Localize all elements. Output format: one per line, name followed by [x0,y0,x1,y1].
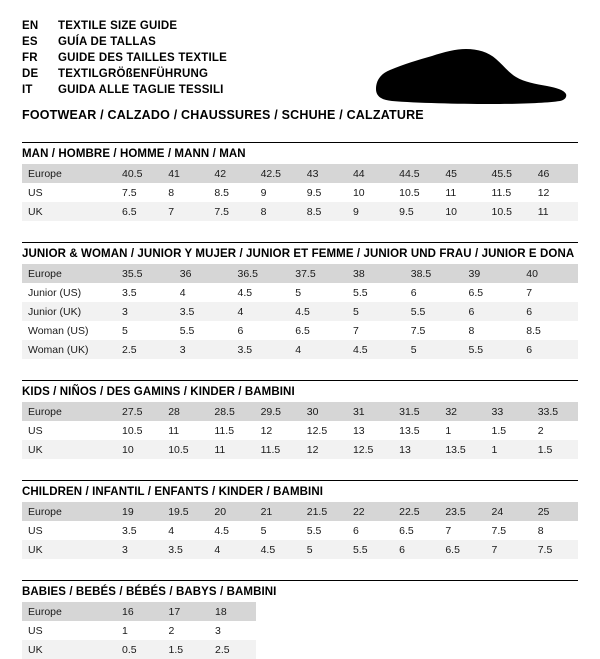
size-cell: 5 [122,324,128,337]
language-code: IT [22,84,33,96]
size-cell: 20 [208,502,254,521]
table-row [22,321,578,340]
size-cell: 42.5 [255,164,301,183]
size-cell: 10.5 [399,186,420,199]
size-cell: 10 [116,440,162,459]
size-cell: 4 [289,340,347,359]
size-cell: 13.5 [399,424,420,437]
size-cell: 44.5 [393,164,439,183]
size-cell: 4.5 [289,302,347,321]
size-cell: 18 [209,602,256,621]
section-title: BABIES / BEBÉS / BÉBÉS / BABYS / BAMBINI [22,586,277,598]
size-cell: 6.5 [295,324,310,337]
row-label: US [28,624,43,637]
size-cell: 3.5 [122,524,137,537]
size-section [22,480,578,559]
language-code: DE [22,68,39,80]
row-label: UK [22,202,116,221]
section-divider [22,480,578,481]
language-title: GUIDE DES TAILLES TEXTILE [58,52,227,64]
size-cell: 5.5 [306,524,322,537]
size-cell: 12 [301,440,347,459]
row-label: US [28,524,43,537]
size-cell: 32 [439,402,485,421]
row-label: UK [22,640,116,659]
size-cell: 0.5 [116,640,163,659]
size-cell: 6.5 [468,286,484,299]
size-cell: 41 [162,164,208,183]
table-row [22,640,256,659]
size-cell: 30 [301,402,347,421]
size-cell: 3.5 [232,340,290,359]
size-cell: 24 [486,502,532,521]
size-cell: 13 [352,424,365,437]
size-cell: 5 [260,524,267,537]
size-cell: 11 [208,440,254,459]
size-cell: 9.5 [393,202,439,221]
table-row [22,602,256,621]
language-row [22,82,227,98]
size-cell: 8 [468,324,475,337]
size-sections [22,142,578,659]
size-cell: 43 [301,164,347,183]
row-label: Woman (UK) [22,340,116,359]
size-cell: 7.5 [410,324,426,337]
document-header [22,18,578,122]
size-cell: 21 [255,502,301,521]
size-cell: 16 [116,602,163,621]
size-cell: 2.5 [209,640,256,659]
size-cell: 12.5 [347,440,393,459]
language-title: GUÍA DE TALLAS [58,36,156,48]
size-cell: 35.5 [116,264,174,283]
row-label: Europe [22,502,116,521]
size-cell: 3 [116,302,174,321]
size-cell: 4 [208,540,254,559]
language-row [22,66,227,82]
size-cell: 31 [347,402,393,421]
size-cell: 2.5 [116,340,174,359]
size-cell: 36.5 [232,264,290,283]
size-cell: 12 [537,186,550,199]
size-cell: 12.5 [306,424,328,437]
size-cell: 6 [410,286,417,299]
row-label: Junior (US) [28,286,82,299]
size-cell: 7.5 [491,524,507,537]
size-cell: 12 [260,424,273,437]
size-cell: 42 [208,164,254,183]
table-row [22,202,578,221]
size-cell: 6.5 [399,524,414,537]
size-cell: 5.5 [405,302,463,321]
size-cell: 1 [122,624,128,637]
size-cell: 8.5 [526,324,541,337]
language-title-list [22,18,227,98]
size-cell: 7.5 [532,540,578,559]
size-cell: 7.5 [122,186,137,199]
language-code: ES [22,36,38,48]
size-cell: 1.5 [532,440,578,459]
size-cell: 7 [162,202,208,221]
size-cell: 1.5 [163,640,210,659]
size-cell: 9 [260,186,267,199]
table-row [22,440,578,459]
size-cell: 10.5 [162,440,208,459]
size-cell: 19.5 [162,502,208,521]
language-title: GUIDA ALLE TAGLIE TESSILI [58,84,224,96]
size-cell: 27.5 [116,402,162,421]
size-cell: 44 [347,164,393,183]
size-cell: 3 [215,624,221,637]
size-cell: 17 [163,602,210,621]
size-cell: 45 [439,164,485,183]
size-cell: 7 [526,286,533,299]
size-cell: 33 [486,402,532,421]
row-label: Europe [22,602,116,621]
size-cell: 31.5 [393,402,439,421]
size-cell: 23.5 [439,502,485,521]
row-label: US [28,186,43,199]
size-cell: 45.5 [486,164,532,183]
size-cell: 1.5 [491,424,507,437]
size-cell: 8.5 [301,202,347,221]
size-cell: 25 [532,502,578,521]
size-cell: 4 [168,524,175,537]
size-cell: 11 [445,186,457,199]
size-cell: 11 [532,202,578,221]
size-cell: 38.5 [405,264,463,283]
size-cell: 7 [353,324,359,337]
row-label: Junior (UK) [22,302,116,321]
size-table [22,502,578,559]
size-cell: 8 [168,186,175,199]
language-code: FR [22,52,38,64]
size-cell: 7 [445,524,452,537]
language-row [22,34,227,50]
size-cell: 3 [174,340,232,359]
language-title: TEXTILGRÖßENFÜHRUNG [58,68,209,80]
section-divider [22,242,578,243]
size-cell: 22 [347,502,393,521]
language-title: TEXTILE SIZE GUIDE [58,20,178,32]
size-cell: 1 [486,440,532,459]
table-row [22,264,578,283]
size-cell: 46 [532,164,578,183]
size-table [22,264,578,359]
size-cell: 6.5 [116,202,162,221]
row-label: Europe [22,164,116,183]
size-cell: 5.5 [179,324,195,337]
size-cell: 5.5 [463,340,521,359]
size-cell: 6 [237,324,244,337]
row-label: Woman (US) [28,324,89,337]
table-row [22,421,578,440]
size-cell: 11 [168,424,180,437]
size-cell: 39 [463,264,521,283]
size-cell: 6 [520,340,578,359]
size-cell: 4.5 [347,340,405,359]
size-cell: 8 [537,524,544,537]
size-cell: 9.5 [306,186,322,199]
size-cell: 8 [255,202,301,221]
size-cell: 10.5 [486,202,532,221]
size-cell: 10 [352,186,365,199]
table-row [22,283,578,302]
size-cell: 5.5 [347,540,393,559]
language-row [22,50,227,66]
language-row [22,18,227,34]
size-cell: 6.5 [439,540,485,559]
size-cell: 11.5 [214,424,235,437]
size-cell: 2 [168,624,175,637]
table-row [22,502,578,521]
size-cell: 38 [347,264,405,283]
section-divider [22,580,578,581]
size-section [22,242,578,359]
size-cell: 3.5 [122,286,137,299]
dress-shoe-icon [370,40,570,110]
size-section [22,580,578,659]
size-cell: 5 [347,302,405,321]
size-cell: 5.5 [353,286,368,299]
size-table [22,602,256,659]
size-cell: 7 [486,540,532,559]
size-cell: 4 [232,302,290,321]
section-title: JUNIOR & WOMAN / JUNIOR Y MUJER / JUNIOR ET FEMME / JUNIOR UND FRAU / JUNIOR E DONA [22,248,575,260]
section-title: CHILDREN / INFANTIL / ENFANTS / KINDER / BAMBINI [22,486,324,498]
size-cell: 1 [445,424,452,437]
language-code: EN [22,20,39,32]
size-section [22,142,578,221]
section-divider [22,142,578,143]
size-cell: 28.5 [208,402,254,421]
section-title: KIDS / NIÑOS / DES GAMINS / KINDER / BAMBINI [22,386,295,398]
size-cell: 40.5 [116,164,162,183]
size-cell: 6 [393,540,439,559]
table-row [22,402,578,421]
size-cell: 21.5 [301,502,347,521]
size-cell: 5 [301,540,347,559]
size-cell: 28 [162,402,208,421]
size-cell: 11.5 [255,440,301,459]
table-row [22,540,578,559]
size-cell: 13.5 [439,440,485,459]
table-row [22,302,578,321]
size-cell: 8.5 [214,186,229,199]
size-cell: 4.5 [237,286,253,299]
size-cell: 3.5 [174,302,232,321]
size-table [22,164,578,221]
size-cell: 11.5 [491,186,512,199]
size-cell: 6 [520,302,578,321]
size-cell: 9 [347,202,393,221]
size-cell: 6 [352,524,359,537]
size-cell: 5 [295,286,302,299]
table-row [22,183,578,202]
row-label: US [28,424,43,437]
row-label: Europe [22,264,116,283]
table-row [22,521,578,540]
size-cell: 7.5 [208,202,254,221]
size-cell: 4.5 [255,540,301,559]
size-cell: 4.5 [214,524,229,537]
size-cell: 3.5 [162,540,208,559]
size-section [22,380,578,459]
section-title: MAN / HOMBRE / HOMME / MANN / MAN [22,148,246,160]
size-cell: 2 [537,424,544,437]
size-cell: 13 [393,440,439,459]
size-cell: 10 [439,202,485,221]
section-divider [22,380,578,381]
size-cell: 19 [116,502,162,521]
size-cell: 29.5 [255,402,301,421]
size-cell: 6 [463,302,521,321]
size-cell: 4 [179,286,186,299]
size-cell: 10.5 [122,424,143,437]
table-row [22,164,578,183]
category-title: FOOTWEAR / CALZADO / CHAUSSURES / SCHUHE / CALZATURE [22,108,424,122]
table-row [22,340,578,359]
size-table [22,402,578,459]
size-cell: 37.5 [289,264,347,283]
size-cell: 5 [405,340,463,359]
row-label: UK [22,440,116,459]
row-label: UK [22,540,116,559]
size-cell: 3 [116,540,162,559]
table-row [22,621,256,640]
size-cell: 22.5 [393,502,439,521]
size-cell: 40 [520,264,578,283]
size-cell: 33.5 [532,402,578,421]
size-cell: 36 [174,264,232,283]
row-label: Europe [22,402,116,421]
